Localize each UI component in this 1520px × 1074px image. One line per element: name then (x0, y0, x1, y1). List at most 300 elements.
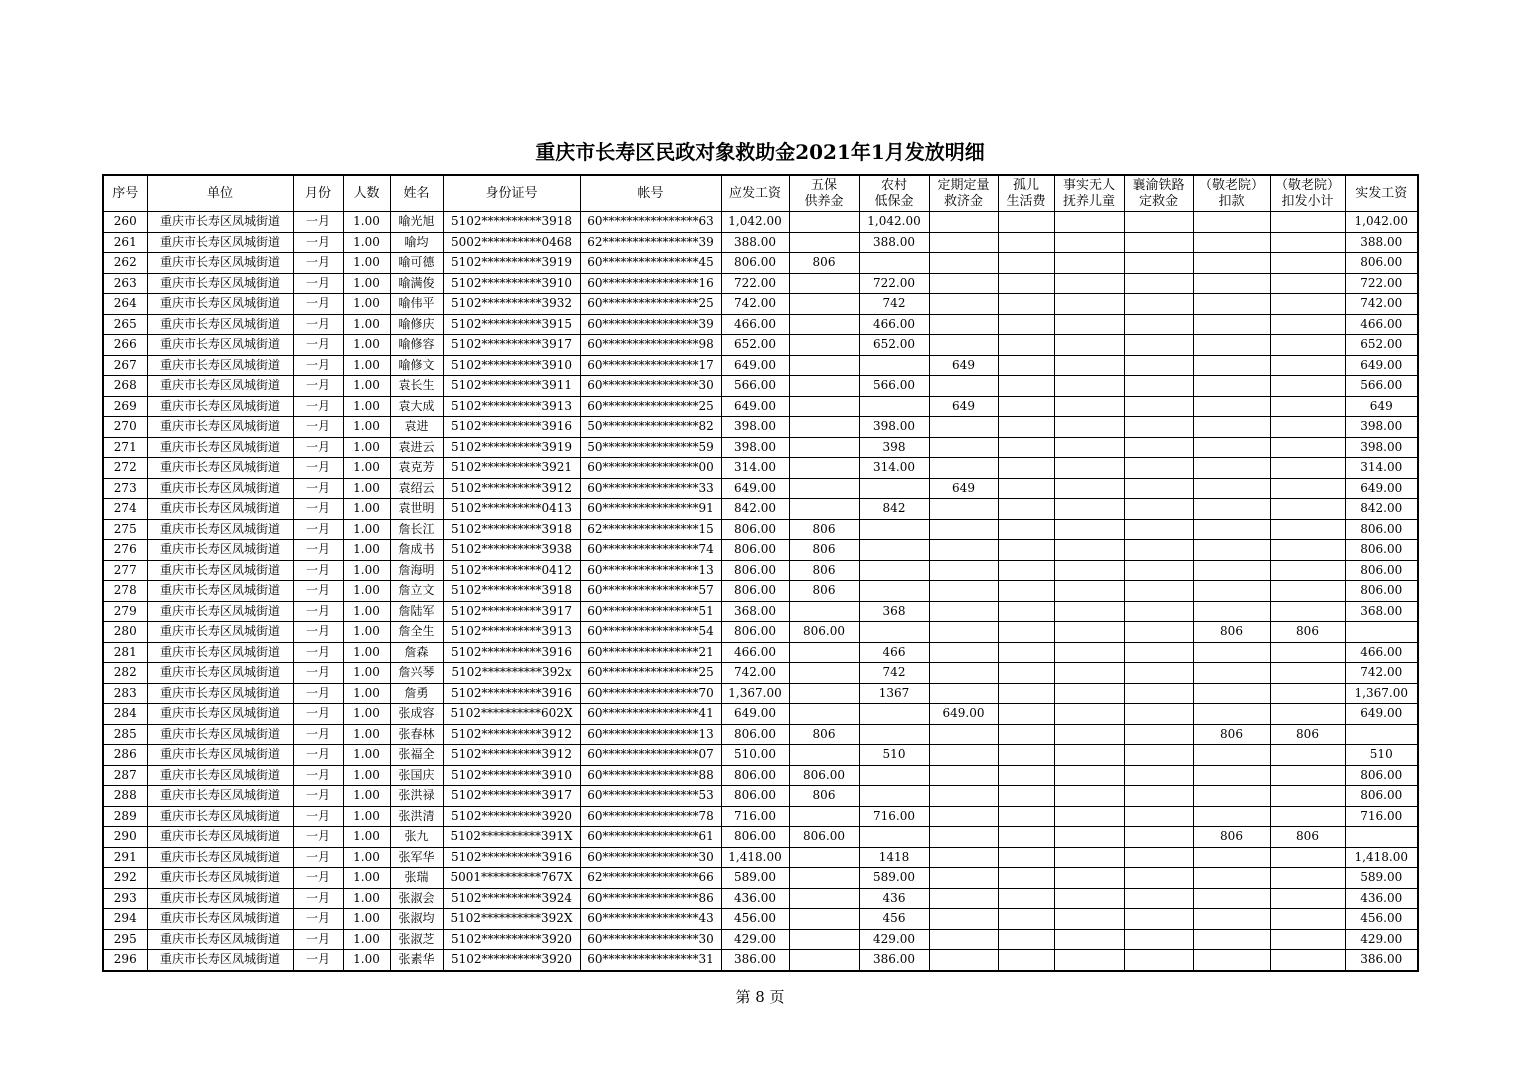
table-cell: 456.00 (1345, 909, 1418, 930)
table-cell (789, 458, 859, 479)
table-cell (859, 622, 929, 643)
column-header (998, 175, 1054, 212)
table-cell: 一月 (293, 724, 343, 745)
table-cell (1124, 888, 1193, 909)
table-cell (1054, 868, 1124, 889)
table-cell: 806 (789, 540, 859, 561)
table-cell (859, 581, 929, 602)
table-cell: 50****************59 (580, 437, 721, 458)
table-cell: 270 (103, 417, 147, 438)
table-cell: 649 (1345, 396, 1418, 417)
table-cell (1270, 478, 1345, 499)
table-cell: 5102**********3932 (443, 294, 580, 315)
table-cell: 314.00 (859, 458, 929, 479)
table-cell: 张素华 (390, 950, 443, 971)
table-cell (859, 786, 929, 807)
table-cell (1270, 314, 1345, 335)
table-cell: 60****************54 (580, 622, 721, 643)
table-cell: 张国庆 (390, 765, 443, 786)
table-cell: 388.00 (1345, 232, 1418, 253)
table-cell (1054, 458, 1124, 479)
table-cell: 742 (859, 294, 929, 315)
table-cell (929, 888, 998, 909)
table-cell (1193, 314, 1270, 335)
table-cell (1193, 581, 1270, 602)
table-cell (1270, 335, 1345, 356)
table-cell (1193, 294, 1270, 315)
table-cell: 5102**********3920 (443, 950, 580, 971)
column-header-line: 生活费 (1006, 193, 1046, 209)
table-row (103, 540, 1418, 561)
table-cell: 1.00 (343, 724, 390, 745)
table-cell (998, 888, 1054, 909)
table-cell (998, 376, 1054, 397)
table-cell (1270, 540, 1345, 561)
table-cell: 詹勇 (390, 683, 443, 704)
table-cell: 290 (103, 827, 147, 848)
table-cell: 288 (103, 786, 147, 807)
table-cell: 368.00 (1345, 601, 1418, 622)
table-cell (859, 827, 929, 848)
document-title: 重庆市长寿区民政对象救助金2021年1月发放明细 (535, 140, 985, 164)
table-cell (1054, 601, 1124, 622)
table-cell: 1.00 (343, 314, 390, 335)
table-cell: 286 (103, 745, 147, 766)
table-cell: 1.00 (343, 560, 390, 581)
table-cell: 1,418.00 (721, 847, 789, 868)
table-cell (789, 335, 859, 356)
table-cell: 649.00 (1345, 478, 1418, 499)
table-cell: 重庆市长寿区凤城街道 (147, 396, 293, 417)
table-cell: 1.00 (343, 335, 390, 356)
table-cell (998, 663, 1054, 684)
table-cell: 806.00 (1345, 519, 1418, 540)
table-cell: 429.00 (721, 929, 789, 950)
table-cell (998, 745, 1054, 766)
table-cell (929, 335, 998, 356)
table-cell: 5102**********3916 (443, 683, 580, 704)
table-cell (1193, 499, 1270, 520)
table-cell: 1.00 (343, 827, 390, 848)
table-cell: 806 (789, 786, 859, 807)
table-cell: 60****************63 (580, 212, 721, 233)
table-cell (1124, 581, 1193, 602)
table-row (103, 929, 1418, 950)
table-cell: 275 (103, 519, 147, 540)
column-header (1270, 175, 1345, 212)
column-header (343, 175, 390, 212)
table-cell: 重庆市长寿区凤城街道 (147, 294, 293, 315)
column-header-line: 事实无人 (1062, 177, 1115, 193)
column-header-line: 应发工资 (728, 185, 781, 201)
table-cell (789, 232, 859, 253)
table-cell: 271 (103, 437, 147, 458)
table-cell (998, 294, 1054, 315)
table-cell: 267 (103, 355, 147, 376)
table-cell: 386.00 (1345, 950, 1418, 971)
table-cell (1054, 499, 1124, 520)
table-cell: 重庆市长寿区凤城街道 (147, 806, 293, 827)
table-cell: 袁进云 (390, 437, 443, 458)
table-cell: 5102**********3917 (443, 786, 580, 807)
table-cell (1054, 581, 1124, 602)
column-header-line: 抚养儿童 (1062, 193, 1115, 209)
column-header (1054, 175, 1124, 212)
table-cell (929, 909, 998, 930)
table-cell: 5102**********3916 (443, 642, 580, 663)
table-cell: 喻满俊 (390, 273, 443, 294)
table-cell (929, 827, 998, 848)
table-cell: 一月 (293, 335, 343, 356)
table-cell: 806.00 (1345, 560, 1418, 581)
table-cell (1345, 724, 1418, 745)
table-row (103, 786, 1418, 807)
column-header (103, 175, 147, 212)
table-cell: 重庆市长寿区凤城街道 (147, 683, 293, 704)
table-row (103, 499, 1418, 520)
table-cell: 291 (103, 847, 147, 868)
table-cell (1124, 786, 1193, 807)
table-cell: 742.00 (1345, 663, 1418, 684)
column-header (859, 175, 929, 212)
table-row (103, 560, 1418, 581)
table-cell: 261 (103, 232, 147, 253)
table-cell: 806.00 (789, 765, 859, 786)
table-cell: 喻均 (390, 232, 443, 253)
table-cell (1193, 396, 1270, 417)
table-cell: 436 (859, 888, 929, 909)
table-cell: 60****************00 (580, 458, 721, 479)
table-cell: 456 (859, 909, 929, 930)
table-cell: 詹立文 (390, 581, 443, 602)
table-cell (859, 396, 929, 417)
table-cell: 1.00 (343, 888, 390, 909)
table-cell (929, 232, 998, 253)
table-cell: 806 (789, 581, 859, 602)
table-cell: 649.00 (721, 396, 789, 417)
table-cell (1054, 232, 1124, 253)
table-cell (1054, 642, 1124, 663)
table-cell (1270, 683, 1345, 704)
table-cell (1124, 745, 1193, 766)
table-cell: 1.00 (343, 294, 390, 315)
table-cell: 274 (103, 499, 147, 520)
table-row (103, 253, 1418, 274)
table-cell: 1,367.00 (721, 683, 789, 704)
table-cell: 264 (103, 294, 147, 315)
table-cell: 1.00 (343, 868, 390, 889)
table-cell (1124, 396, 1193, 417)
table-cell (1270, 560, 1345, 581)
table-cell: 388.00 (859, 232, 929, 253)
table-cell: 喻修庆 (390, 314, 443, 335)
table-cell: 1.00 (343, 273, 390, 294)
table-cell: 喻伟平 (390, 294, 443, 315)
table-cell (998, 929, 1054, 950)
table-cell (1193, 437, 1270, 458)
table-cell: 一月 (293, 417, 343, 438)
table-cell: 1,367.00 (1345, 683, 1418, 704)
table-cell (789, 417, 859, 438)
table-cell: 60****************45 (580, 253, 721, 274)
table-cell: 60****************13 (580, 724, 721, 745)
table-cell: 1,042.00 (1345, 212, 1418, 233)
table-cell: 806 (789, 724, 859, 745)
table-cell: 1.00 (343, 581, 390, 602)
table-cell: 806 (1193, 724, 1270, 745)
table-cell: 重庆市长寿区凤城街道 (147, 909, 293, 930)
table-cell: 285 (103, 724, 147, 745)
table-cell: 5102**********3918 (443, 212, 580, 233)
table-cell: 62****************39 (580, 232, 721, 253)
table-cell (1270, 745, 1345, 766)
table-cell: 287 (103, 765, 147, 786)
table-cell: 一月 (293, 560, 343, 581)
table-cell (1124, 253, 1193, 274)
table-cell: 1418 (859, 847, 929, 868)
table-cell (789, 868, 859, 889)
relief-payment-table (102, 174, 1419, 972)
table-cell (929, 868, 998, 889)
table-cell: 重庆市长寿区凤城街道 (147, 888, 293, 909)
table-cell: 5102**********0412 (443, 560, 580, 581)
table-cell: 重庆市长寿区凤城街道 (147, 314, 293, 335)
table-cell: 289 (103, 806, 147, 827)
table-cell (1124, 847, 1193, 868)
table-cell: 842.00 (1345, 499, 1418, 520)
table-cell: 649 (929, 396, 998, 417)
table-cell (1124, 909, 1193, 930)
table-cell: 466.00 (721, 314, 789, 335)
table-cell: 386.00 (721, 950, 789, 971)
table-cell: 重庆市长寿区凤城街道 (147, 950, 293, 971)
table-cell (1054, 519, 1124, 540)
table-cell: 722.00 (1345, 273, 1418, 294)
table-row (103, 765, 1418, 786)
table-cell: 60****************51 (580, 601, 721, 622)
table-cell (859, 355, 929, 376)
table-cell (1270, 396, 1345, 417)
table-cell (859, 540, 929, 561)
table-cell: 一月 (293, 745, 343, 766)
table-cell (929, 601, 998, 622)
table-cell (859, 724, 929, 745)
table-row (103, 622, 1418, 643)
table-cell: 1.00 (343, 417, 390, 438)
column-header-line: 月份 (304, 185, 331, 201)
table-cell: 60****************21 (580, 642, 721, 663)
table-row (103, 581, 1418, 602)
table-cell (1124, 519, 1193, 540)
table-cell: 1.00 (343, 950, 390, 971)
table-cell (1124, 212, 1193, 233)
table-cell (1124, 704, 1193, 725)
table-cell: 1.00 (343, 909, 390, 930)
table-cell: 60****************30 (580, 929, 721, 950)
table-cell (998, 601, 1054, 622)
table-cell (1124, 868, 1193, 889)
table-cell: 1.00 (343, 212, 390, 233)
table-cell (1124, 499, 1193, 520)
table-cell: 重庆市长寿区凤城街道 (147, 622, 293, 643)
table-cell (1193, 765, 1270, 786)
table-cell: 649.00 (721, 704, 789, 725)
table-cell (1270, 253, 1345, 274)
column-header-line: 低保金 (874, 193, 914, 209)
table-cell: 袁进 (390, 417, 443, 438)
table-cell (1124, 273, 1193, 294)
table-cell: 1,418.00 (1345, 847, 1418, 868)
table-cell: 5102**********3918 (443, 581, 580, 602)
table-cell (929, 683, 998, 704)
table-cell (1124, 950, 1193, 971)
table-cell (998, 765, 1054, 786)
table-cell (1193, 253, 1270, 274)
table-cell: 806.00 (721, 540, 789, 561)
table-cell: 一月 (293, 827, 343, 848)
table-cell: 649.00 (1345, 704, 1418, 725)
table-cell (998, 704, 1054, 725)
table-cell (1270, 929, 1345, 950)
table-cell (1193, 273, 1270, 294)
table-cell: 一月 (293, 765, 343, 786)
table-row (103, 724, 1418, 745)
table-cell (998, 806, 1054, 827)
table-row (103, 847, 1418, 868)
table-cell (1193, 806, 1270, 827)
table-cell: 60****************25 (580, 294, 721, 315)
table-cell: 重庆市长寿区凤城街道 (147, 253, 293, 274)
table-cell: 589.00 (721, 868, 789, 889)
table-row (103, 355, 1418, 376)
table-cell (789, 314, 859, 335)
table-cell: 一月 (293, 642, 343, 663)
table-cell: 5102**********3912 (443, 478, 580, 499)
table-cell (789, 888, 859, 909)
column-header-line: 单位 (206, 185, 233, 201)
column-header (580, 175, 721, 212)
table-cell: 一月 (293, 314, 343, 335)
table-cell: 722.00 (721, 273, 789, 294)
table-cell: 袁绍云 (390, 478, 443, 499)
table-cell (1270, 847, 1345, 868)
column-header (147, 175, 293, 212)
table-cell: 一月 (293, 868, 343, 889)
table-cell (998, 478, 1054, 499)
column-header-line: 五保 (810, 177, 837, 193)
table-cell: 重庆市长寿区凤城街道 (147, 212, 293, 233)
table-cell (998, 355, 1054, 376)
table-cell: 重庆市长寿区凤城街道 (147, 601, 293, 622)
table-cell: 278 (103, 581, 147, 602)
table-cell: 272 (103, 458, 147, 479)
table-cell: 重庆市长寿区凤城街道 (147, 273, 293, 294)
table-cell: 一月 (293, 704, 343, 725)
table-cell: 60****************25 (580, 396, 721, 417)
table-cell: 649.00 (1345, 355, 1418, 376)
column-header-line: 序号 (112, 185, 139, 201)
table-cell (1054, 806, 1124, 827)
table-cell: 314.00 (721, 458, 789, 479)
table-cell: 296 (103, 950, 147, 971)
table-cell (998, 560, 1054, 581)
table-cell: 649 (929, 478, 998, 499)
table-cell: 重庆市长寿区凤城街道 (147, 868, 293, 889)
table-cell: 一月 (293, 396, 343, 417)
table-cell: 388.00 (721, 232, 789, 253)
table-cell (789, 355, 859, 376)
table-row (103, 745, 1418, 766)
column-header (789, 175, 859, 212)
table-cell: 重庆市长寿区凤城街道 (147, 642, 293, 663)
table-cell (1054, 724, 1124, 745)
table-cell (1124, 560, 1193, 581)
table-cell: 398 (859, 437, 929, 458)
table-cell (1345, 827, 1418, 848)
table-cell: 袁大成 (390, 396, 443, 417)
table-cell (929, 519, 998, 540)
table-cell: 一月 (293, 929, 343, 950)
table-cell (1193, 212, 1270, 233)
table-cell (929, 765, 998, 786)
table-row (103, 273, 1418, 294)
table-cell (1124, 294, 1193, 315)
table-cell: 1.00 (343, 499, 390, 520)
table-row (103, 458, 1418, 479)
table-cell (1124, 314, 1193, 335)
table-cell (929, 253, 998, 274)
column-header-line: 定救金 (1138, 193, 1178, 209)
column-header-line: （敬老院） (1274, 177, 1340, 193)
table-cell: 806 (789, 253, 859, 274)
table-cell: 60****************13 (580, 560, 721, 581)
table-cell: 5102**********3921 (443, 458, 580, 479)
table-cell (1054, 560, 1124, 581)
table-cell: 5102**********392x (443, 663, 580, 684)
table-cell (1124, 355, 1193, 376)
table-cell: 张九 (390, 827, 443, 848)
table-cell: 1.00 (343, 355, 390, 376)
table-row (103, 478, 1418, 499)
table-cell: 368 (859, 601, 929, 622)
table-cell: 266 (103, 335, 147, 356)
table-cell (1054, 683, 1124, 704)
table-cell (998, 396, 1054, 417)
table-cell (1270, 458, 1345, 479)
table-cell (789, 704, 859, 725)
table-cell (1054, 294, 1124, 315)
table-cell: 重庆市长寿区凤城街道 (147, 581, 293, 602)
table-cell (929, 273, 998, 294)
table-cell: 806.00 (1345, 540, 1418, 561)
table-cell (929, 437, 998, 458)
table-cell (1124, 437, 1193, 458)
table-cell (929, 417, 998, 438)
table-cell (929, 929, 998, 950)
table-cell (929, 560, 998, 581)
table-cell: 398.00 (1345, 417, 1418, 438)
table-cell: 重庆市长寿区凤城街道 (147, 786, 293, 807)
table-cell (1054, 478, 1124, 499)
table-cell (1270, 806, 1345, 827)
table-cell (1345, 622, 1418, 643)
table-cell: 5102**********0413 (443, 499, 580, 520)
table-cell: 742.00 (1345, 294, 1418, 315)
table-cell (929, 314, 998, 335)
table-cell (929, 642, 998, 663)
table-cell: 5102**********3911 (443, 376, 580, 397)
table-cell: 1.00 (343, 683, 390, 704)
